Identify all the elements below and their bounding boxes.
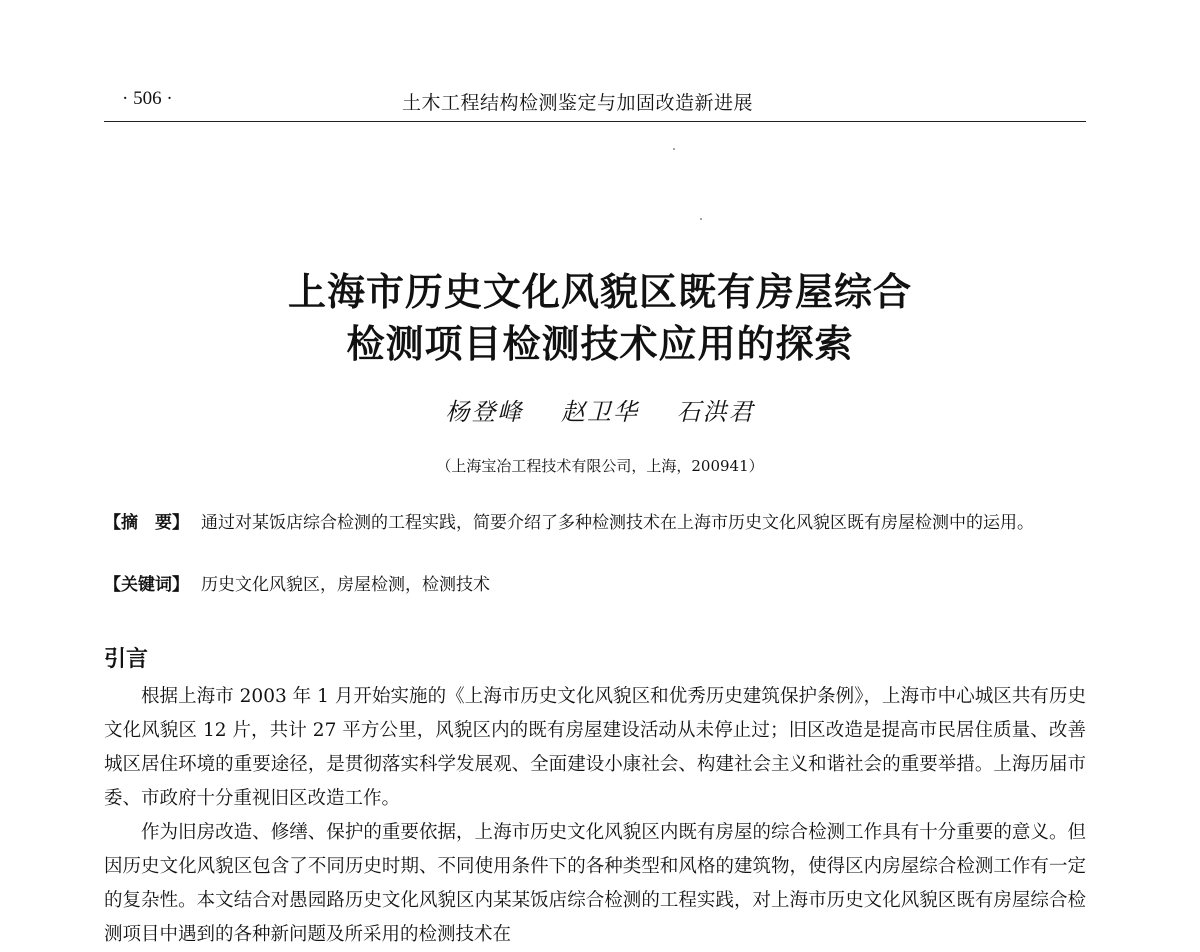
author-name: 石洪君 bbox=[676, 398, 755, 426]
abstract-label: 【摘 要】 bbox=[104, 513, 189, 533]
body-paragraph: 作为旧房改造、修缮、保护的重要依据，上海市历史文化风貌区内既有房屋的综合检测工作具有十分重要的意义。但因历史文化风貌区包含了不同历史时期、不同使用条件下的各种类型和风格的建筑物，使得区内房屋综合检测工作有一定的复杂性。本文结合对愚园路历史文化风貌区内某某饭店综合检测的工程实践，对上海市历史文化风貌区既有房屋综合检测项目中遇到的各种新问题及所采用的检测技术在 bbox=[104, 822, 1086, 945]
author-list bbox=[0, 392, 1200, 427]
abstract-text: 通过对某饭店综合检测的工程实践，简要介绍了多种检测技术在上海市历史文化风貌区既有房屋检测中的运用。 bbox=[201, 513, 1034, 533]
header-rule bbox=[104, 121, 1086, 122]
running-title: 土木工程结构检测鉴定与加固改造新进展 bbox=[402, 92, 754, 114]
abstract bbox=[104, 507, 1086, 539]
scan-speck bbox=[673, 148, 675, 150]
keywords bbox=[104, 570, 1086, 600]
section-body bbox=[104, 680, 1086, 952]
affiliation: （上海宝冶工程技术有限公司，上海，200941） bbox=[436, 457, 764, 475]
page-number: · 506 · bbox=[122, 88, 173, 109]
body-paragraph: 根据上海市 2003 年 1 月开始实施的《上海市历史文化风貌区和优秀历史建筑保护条例》，上海市中心城区共有历史文化风貌区 12 片，共计 27 平方公里，风貌区内的既有房屋建设活动从未停止过；旧区改造是提高市民居住质量、改善城区居住环境的重要途径，是贯彻落实科学发展观、全面建设小康社会、构建社会主义和谐社会的重要举措。上海历届市委、市政府十分重视旧区改造工作。 bbox=[104, 686, 1086, 809]
title-line-2: 检测项目检测技术应用的探索 bbox=[346, 322, 854, 366]
section-heading: 引言 bbox=[104, 647, 149, 672]
title-line-1: 上海市历史文化风貌区既有房屋综合 bbox=[287, 270, 912, 314]
running-header bbox=[104, 84, 1086, 114]
keywords-text: 历史文化风貌区，房屋检测，检测技术 bbox=[201, 575, 490, 595]
author-name: 赵卫华 bbox=[561, 398, 639, 426]
author-name: 杨登峰 bbox=[445, 398, 524, 426]
paper-title bbox=[0, 266, 1200, 370]
scan-speck bbox=[700, 218, 702, 220]
keywords-label: 【关键词】 bbox=[104, 575, 189, 595]
